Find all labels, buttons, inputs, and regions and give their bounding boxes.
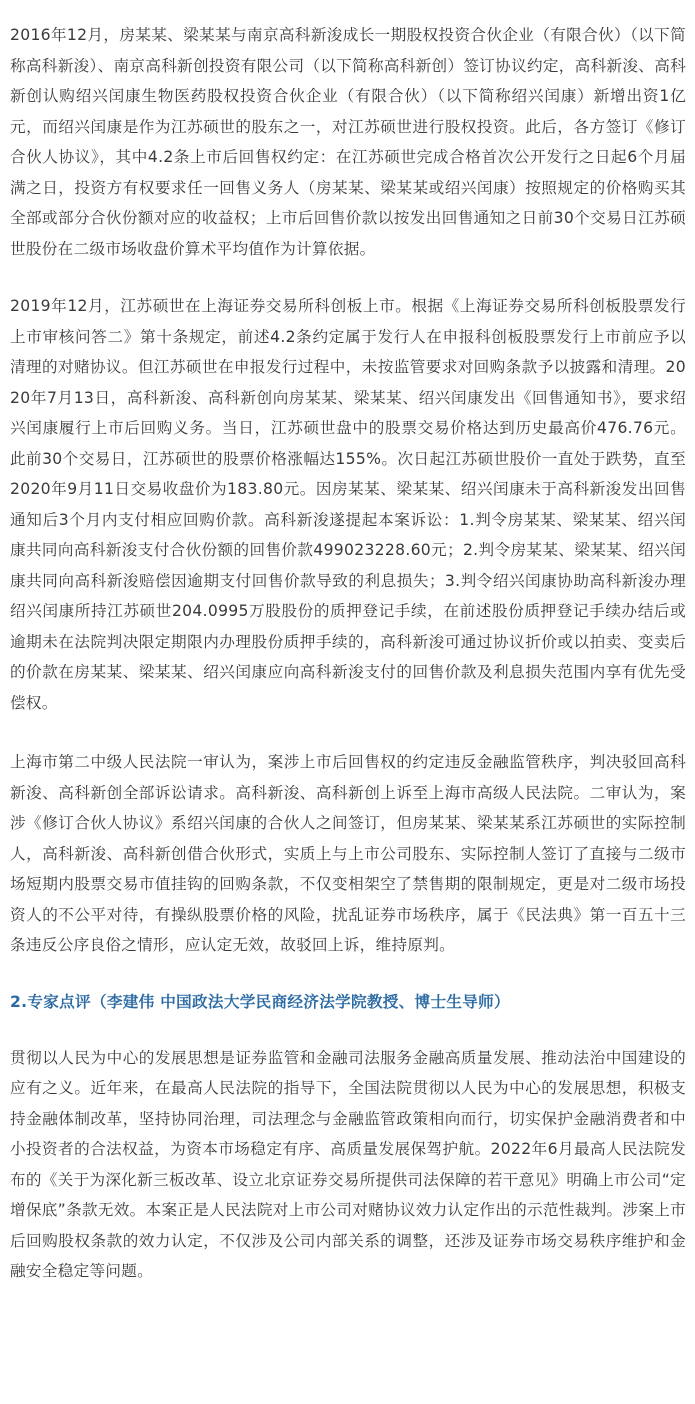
- case-litigation-paragraph: 2019年12月，江苏硕世在上海证券交易所科创板上市。根据《上海证券交易所科创板股票发行上市审核问答二》第十条规定，前述4.2条约定属于发行人在申报科创板股票发行上市前应予以清理的对赌协议。但江苏硕世在申报发行过程中，未按监管要求对回购条款予以披露和清理。2020年7月13日，高科新浚、高科新创向房某某、梁某某、绍兴闰康发出《回售通知书》，要求绍兴闰康履行上市后回购义务。当日，江苏硕世盘中的股票交易价格达到历史最高价476.76元。此前30个交易日，江苏硕世的股票价格涨幅达155%。次日起江苏硕世股价一直处于跌势，直至2020年9月11日交易收盘价为183.80元。因房某某、梁某某、绍兴闰康未于高科新浚发出回售通知后3个月内支付相应回购价款。高科新浚遂提起本案诉讼：1.判令房某某、梁某某、绍兴闰康共同向高科新浚支付合伙份额的回售价款499023228.60元；2.判令房某某、梁某某、绍兴闰康共同向高科新浚赔偿因逾期支付回售价款导致的利息损失；3.判令绍兴闰康协助高科新浚办理绍兴闰康所持江苏硕世204.0995万股股份的质押登记手续，在前述股份质押登记手续办结后或逾期未在法院判决限定期限内办理股份质押手续的，高科新浚可通过协议折价或以拍卖、变卖后的价款在房某某、梁某某、绍兴闰康应向高科新浚支付的回售价款及利息损失范围内享有优先受偿权。: [10, 297, 686, 712]
- article-body: [10, 20, 686, 1287]
- case-background-paragraph: 2016年12月，房某某、梁某某与南京高科新浚成长一期股权投资合伙企业（有限合伙）（以下简称高科新浚）、南京高科新创投资有限公司（以下简称高科新创）签订协议约定，高科新浚、高科新创认购绍兴闰康生物医药股权投资合伙企业（有限合伙）（以下简称绍兴闰康）新增出资1亿元，而绍兴闰康是作为江苏硕世的股东之一，对江苏硕世进行股权投资。此后，各方签订《修订合伙人协议》，其中4.2条上市后回售权约定：在江苏硕世完成合格首次公开发行之日起6个月届满之日，投资方有权要求任一回售义务人（房某某、梁某某或绍兴闰康）按照规定的价格购买其全部或部分合伙份额对应的收益权；上市后回售价款以按发出回售通知之日前30个交易日江苏硕世股份在二级市场收盘价算术平均值作为计算依据。: [10, 26, 686, 258]
- expert-comment-paragraph: 贯彻以人民为中心的发展思想是证券监管和金融司法服务金融高质量发展、推动法治中国建设的应有之义。近年来，在最高人民法院的指导下，全国法院贯彻以人民为中心的发展思想，积极支持金融体制改革，坚持协同治理，司法理念与金融监管政策相向而行，切实保护金融消费者和中小投资者的合法权益，为资本市场稳定有序、高质量发展保驾护航。2022年6月最高人民法院发布的《关于为深化新三板改革、设立北京证券交易所提供司法保障的若干意见》明确上市公司“定增保底”条款无效。本案正是人民法院对上市公司对赌协议效力认定作出的示范性裁判。涉案上市后回购股权条款的效力认定，不仅涉及公司内部关系的调整，还涉及证券市场交易秩序维护和金融安全稳定等问题。: [10, 1048, 686, 1280]
- court-ruling-paragraph: 上海市第二中级人民法院一审认为，案涉上市后回售权的约定违反金融监管秩序，判决驳回高科新浚、高科新创全部诉讼请求。高科新浚、高科新创上诉至上海市高级人民法院。二审认为，案涉《修订合伙人协议》系绍兴闰康的合伙人之间签订，但房某某、梁某某系江苏硕世的实际控制人，高科新浚、高科新创借合伙形式，实质上与上市公司股东、实际控制人签订了直接与二级市场短期内股票交易市值挂钩的回购条款，不仅变相架空了禁售期的限制规定，更是对二级市场投资人的不公平对待，有操纵股票价格的风险，扰乱证券市场秩序，属于《民法典》第一百五十三条违反公序良俗之情形，应认定无效，故驳回上诉，维持原判。: [10, 753, 686, 954]
- expert-comment-heading: 2.专家点评（李建伟 中国政法大学民商经济法学院教授、博士生导师）: [10, 992, 510, 1011]
